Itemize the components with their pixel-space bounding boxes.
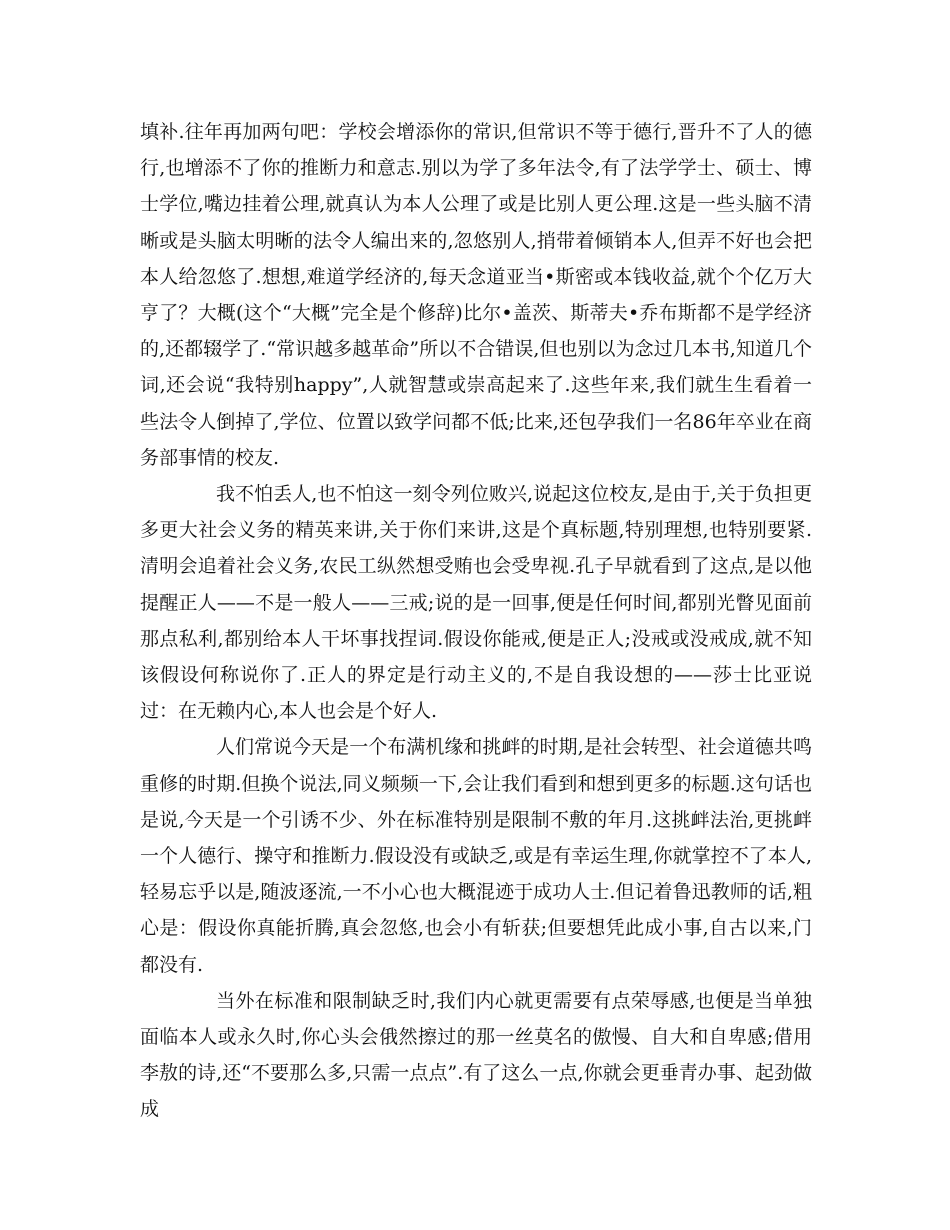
paragraph-3: 人们常说今天是一个布满机缘和挑衅的时期,是社会转型、社会道德共鸣重修的时期.但换个说法,同义频频一下,会让我们看到和想到更多的标题.这句话也是说,今天是一个引诱不少、外在标准特别是限制不敷的年月.这挑衅法治,更挑衅一个人德行、操守和推断力.假设没有或缺乏,或是有幸运生理,你就掌控不了本人,轻易忘乎以是,随波逐流,一不小心也大概混迹于成功人士.但记着鲁迅教师的话,粗心是：假设你真能折腾,真会忽悠,也会小有斩获;但要想凭此成小事,自古以来,门都没有. [140,736,812,976]
paragraph-2: 我不怕丢人,也不怕这一刻令列位败兴,说起这位校友,是由于,关于负担更多更大社会义务的精英来讲,关于你们来讲,这是个真标题,特别理想,也特别要紧.清明会追着社会义务,农民工纵然想受贿也会受卑视.孔子早就看到了这点,是以他提醒正人——不是一般人——三戒;说的是一回事,便是任何时间,都别光瞥见面前那点私利,都别给本人干坏事找捏词.假设你能戒,便是正人;没戒或没戒成,就不知该假设何称说你了.正人的界定是行动主义的,不是自我设想的——莎士比亚说过：在无赖内心,本人也会是个好人. [140,483,812,723]
paragraph-4: 当外在标准和限制缺乏时,我们内心就更需要有点荣辱感,也便是当单独面临本人或永久时,你心头会俄然擦过的那一丝莫名的傲慢、自大和自卑感;借用李敖的诗,还“不要那么多,只需一点点”.有了这么一点,你就会更垂青办事、起劲做成 [140,989,812,1121]
paragraph-1: 填补.往年再加两句吧：学校会增添你的常识,但常识不等于德行,晋升不了人的德行,也增添不了你的推断力和意志.别以为学了多年法令,有了法学学士、硕士、博士学位,嘴边挂着公理,就真认为本人公理了或是比别人更公理.这是一些头脑不清晰或是头脑太明晰的法令人编出来的,忽悠别人,捎带着倾销本人,但弄不好也会把本人给忽悠了.想想,难道学经济的,每天念道亚当•斯密或本钱收益,就个个亿万大亨了？大概(这个“大概”完全是个修辞)比尔•盖茨、斯蒂夫•乔布斯都不是学经济的,还都辍学了.“常识越多越革命”所以不合错误,但也别以为念过几本书,知道几个词,还会说“我特别happy”,人就智慧或崇高起来了.这些年来,我们就生生看着一些法令人倒掉了,学位、位置以致学问都不低;比来,还包孕我们一名86年卒业在商务部事情的校友. [140,121,812,469]
document-page [140,114,812,1128]
